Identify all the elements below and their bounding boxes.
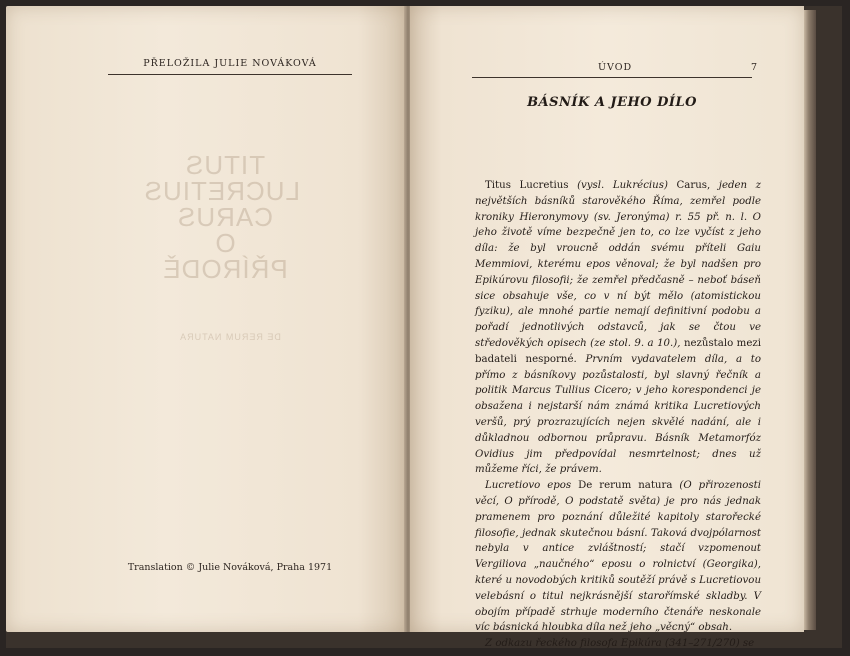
text-run: (vysl. Lukrécius) bbox=[568, 180, 677, 191]
page-number: 7 bbox=[750, 62, 758, 73]
translation-credit: Translation © Julie Nováková, Praha 1971 bbox=[127, 562, 333, 573]
page-stack-edge bbox=[804, 10, 816, 630]
ghost-title-line: O PŘÍRODĚ bbox=[162, 228, 288, 284]
paragraph bbox=[475, 478, 761, 636]
text-run: Titus Lucretius bbox=[485, 180, 569, 191]
text-run: Lucretiovo epos bbox=[485, 480, 579, 492]
left-head-rule bbox=[108, 74, 352, 75]
text-run: Carus, bbox=[676, 180, 711, 191]
text-run: (O přirozenosti věcí, O přírodě, O podstatě světa) je pro nás jednak pramenem pro poznání důležité kapitoly starořecké filosofie, jednak skutečnou básní. Taková dvojpólarnost nebyla v antice zvláštností; stačí vzpomenout Vergiliova „naučného“ eposu o rolnictví (Georgika), které u novodobých kritiků soutěží právě s Lucretiovou velebásní o titul nejkrásnější starořímské skladby. V obojím případě strhuje moderního čtenáře neskonale víc básnická hloubka díla než jeho „věcný“ obsah. bbox=[475, 480, 761, 634]
text-run: jeden z největších básníků starověkého Říma, zemřel podle kroniky Hieronymovy (sv. Jeronýma) r. 55 př. n. l. O jeho životě víme bezpečně jen to, co lze vyčíst z jeho díla: že byl vroucně oddán svému příteli Gaiu Memmiovi, kterému epos věnoval; že byl nadšen pro Epikúrovu filosofii; že zemřel předčasně – neboť báseň sice obsahuje vše, co v ní být mělo (atomistickou fyziku), ale mnohé partie nemají definitivní podobu a pořadí jednotlivých odstavců, jak se čtou ve středověkých opisech (ze stol. 9. a 10.), bbox=[475, 180, 761, 349]
bleed-through-title bbox=[143, 150, 300, 284]
body-text bbox=[475, 178, 761, 652]
running-head-title: ÚVOD bbox=[598, 62, 633, 73]
text-run: nezůstalo mezi badateli nesporné. bbox=[475, 337, 762, 365]
right-head-rule bbox=[472, 77, 752, 78]
ghost-title-line: CARUS bbox=[177, 202, 274, 232]
ghost-title-line: TITUS bbox=[184, 150, 266, 180]
bleed-through-subtitle: DE RERUM NATURA bbox=[179, 332, 281, 342]
paragraph bbox=[475, 178, 761, 478]
text-run: De rerum natura bbox=[578, 480, 673, 492]
left-page bbox=[6, 6, 406, 632]
chapter-title: BÁSNÍK A JEHO DÍLO bbox=[527, 95, 697, 110]
ghost-title-line: LUCRETIUS bbox=[143, 176, 300, 206]
left-running-head: PŘELOŽILA JULIE NOVÁKOVÁ bbox=[143, 58, 317, 69]
text-run: Prvním vydavatelem díla, a to přímo z básníkovy pozůstalosti, byl slavný řečník a politik Marcus Tullius Cicero; v jeho korespondenci je obsažena i nejstarší nám známá kritika Lucretiových veršů, prý prozrazujících nejen skvělé nadání, ale i důkladnou odbornou průpravu. Básník Metamorfóz Ovidius jim předpovídal nesmrtelnost; dnes už můžeme říci, že právem. bbox=[475, 353, 761, 476]
paragraph: Z odkazu řeckého filosofa Epikúra (341–271/270) se bbox=[485, 638, 755, 650]
